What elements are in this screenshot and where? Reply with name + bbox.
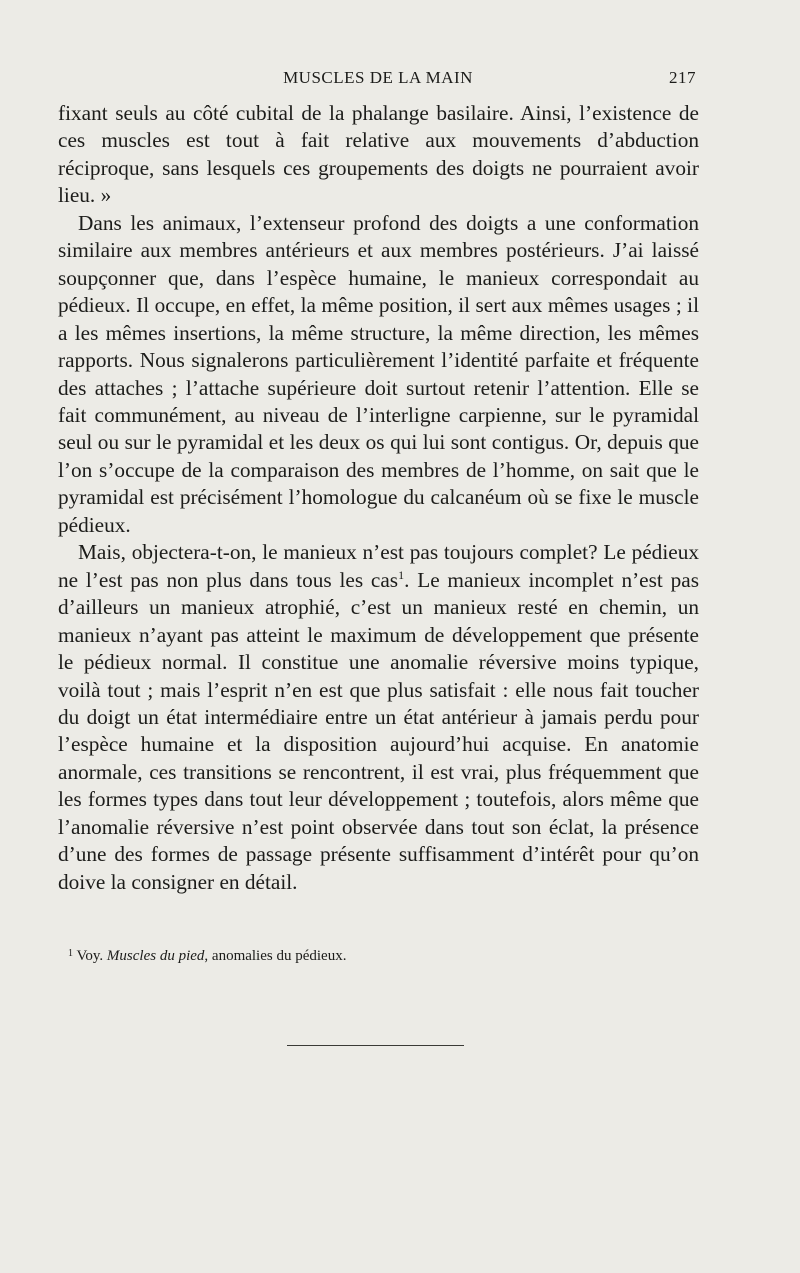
paragraph-3-end: . Le manieux incomplet n’est pas d’ailleurs un manieux atrophié, c’est un manieux resté en chemin, un manieux n’ayant pas atteint le maximum de développement que présente le pédieux normal. Il constitue une anomalie réversive moins typique, voilà tout ; mais l’esprit n’en est que plus satisfait : elle nous fait toucher du doigt un état intermédiaire entre un état antérieur à jamais perdu pour l’espèce humaine et la disposition aujourd’hui acquise. En anatomie anormale, ces transitions se rencontrent, il est vrai, plus fréquemment que les formes types dans tout leur développement ; toutefois, alors même que l’anomalie réversive n’est point observée dans tout son éclat, la présence d’une des formes de passage présente suffisamment d’intérêt pour qu’on doive la consigner en détail. [58, 567, 699, 894]
footnote-reference[interactable]: 1 [398, 567, 405, 582]
footnote-marker: 1 [68, 948, 73, 959]
paragraph-2: Dans les animaux, l’extenseur profond des doigts a une conformation similaire aux membres antérieurs et aux membres postérieurs. J’ai laissé soupçonner que, dans l’espèce humaine, le manieux correspondait au pédieux. Il occupe, en effet, la même position, il sert aux mêmes usages ; il a les mêmes insertions, la même structure, la même direction, les mêmes rapports. Nous signalerons particulièrement l’identité parfaite et fréquente des attaches ; l’attache supérieure doit surtout retenir l’attention. Elle se fait communément, au niveau de l’interligne carpienne, sur le pyramidal seul ou sur le pyramidal et les deux os qui lui sont contigus. Or, depuis que l’on s’occupe de la comparaison des membres de l’homme, on sait que le pyramidal est précisément l’homologue du calcanéum où se fixe le muscle pédieux. [58, 210, 699, 537]
paragraph-3 [58, 539, 699, 896]
body-text [58, 100, 699, 896]
footnote-rest: , anomalies du pédieux. [204, 948, 347, 964]
paragraph-1: fixant seuls au côté cubital de la phalange basilaire. Ainsi, l’existence de ces muscles est tout à fait relative aux mouvements d’abduction réciproque, sans lesquels ces groupements des doigts ne pourraient avoir lieu. » [58, 101, 699, 208]
footnote-lead: Voy. [76, 948, 104, 964]
page-number: 217 [669, 68, 696, 87]
footnote [68, 944, 688, 966]
running-title: MUSCLES DE LA MAIN [283, 68, 473, 87]
footnote-italic-title: Muscles du pied [106, 948, 205, 964]
page-header [58, 68, 698, 94]
paragraph-3-start: Mais, objectera-t-on, le manieux n’est pas toujours complet? Le pédieux ne l’est pas non plus dans tous les cas [58, 540, 699, 592]
end-rule-divider [287, 1045, 464, 1046]
